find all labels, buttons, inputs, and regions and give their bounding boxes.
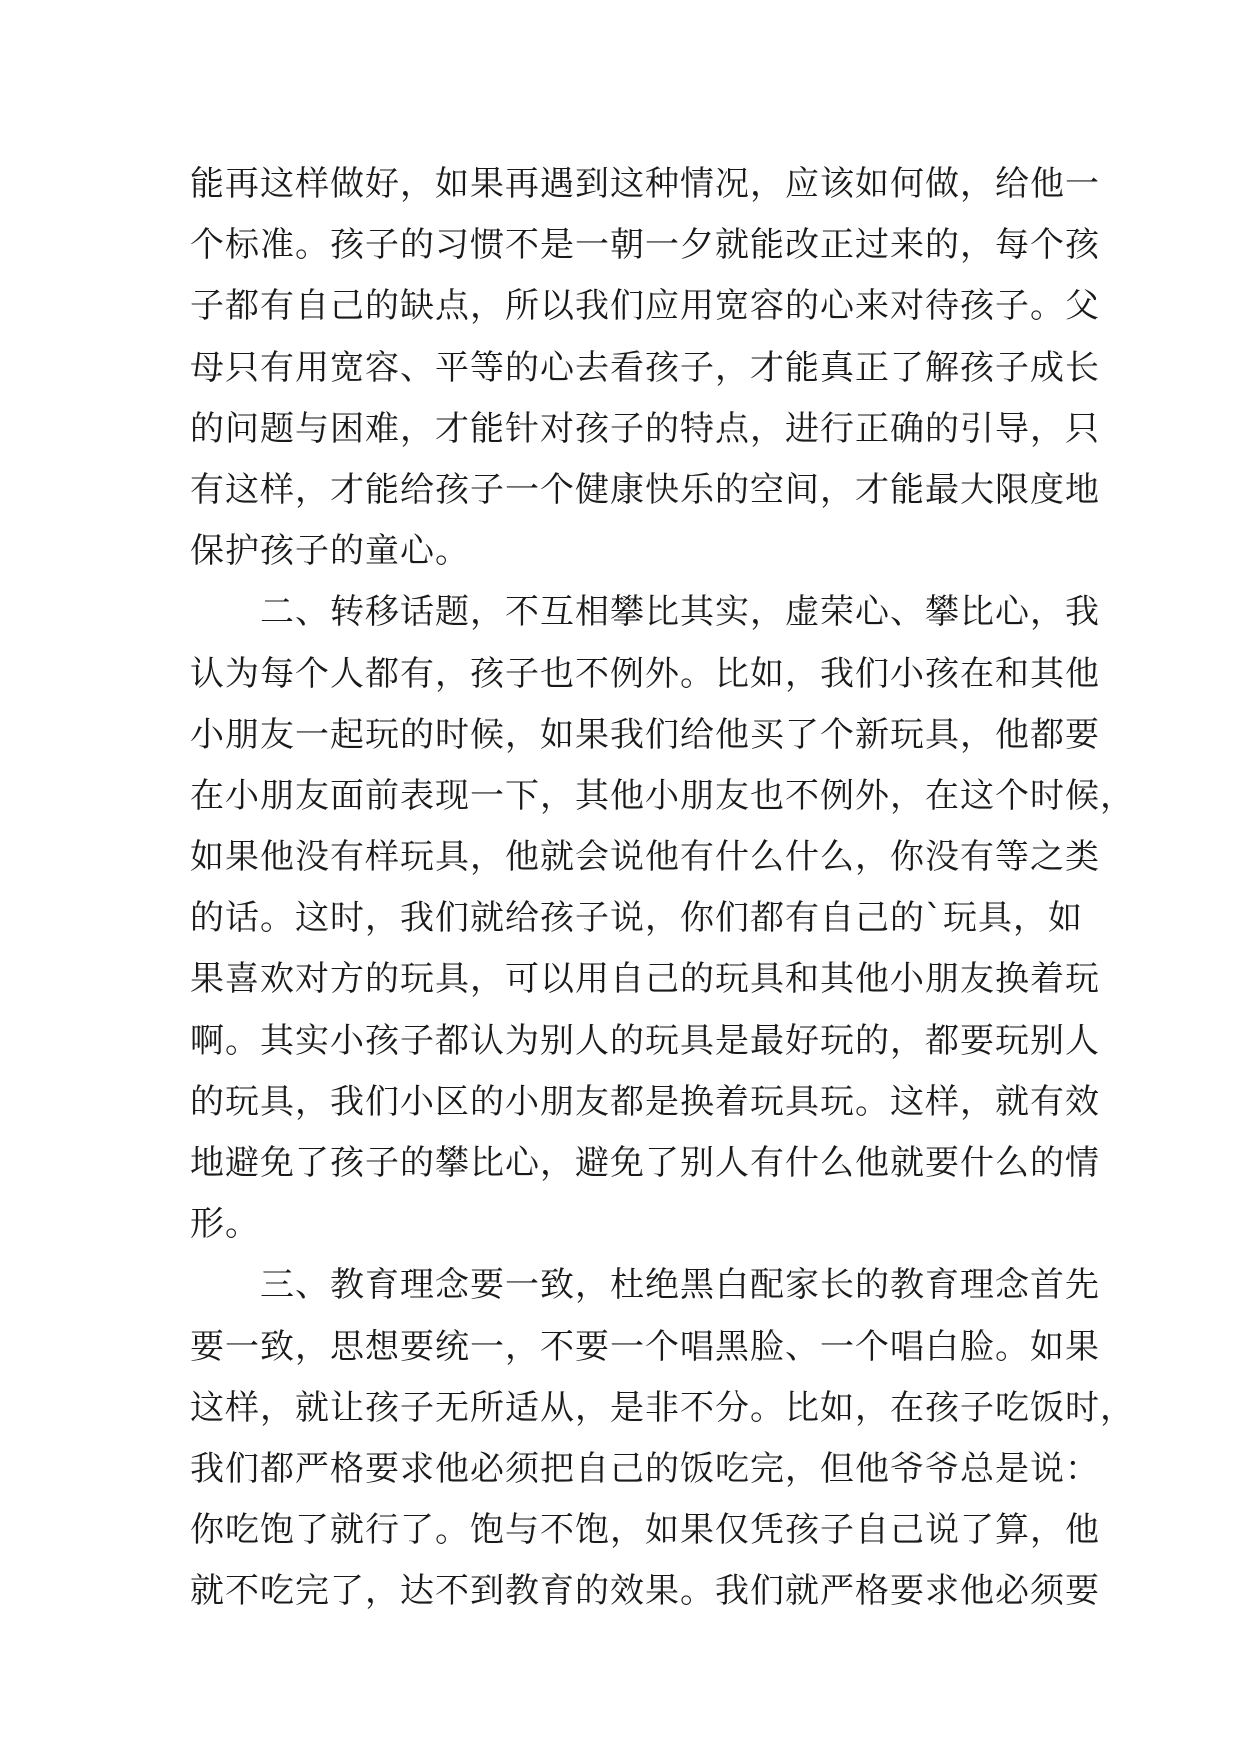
text-line: 果喜欢对方的玩具，可以用自己的玩具和其他小朋友换着玩 bbox=[190, 959, 1100, 1000]
text-line: 如果他没有样玩具，他就会说他有什么什么，你没有等之类 bbox=[190, 837, 1100, 878]
text-line: 的问题与困难，才能针对孩子的特点，进行正确的引导，只 bbox=[190, 408, 1100, 449]
text-line: 我们都严格要求他必须把自己的饭吃完，但他爷爷总是说： bbox=[190, 1448, 1100, 1489]
text-line: 就不吃完了，达不到教育的效果。我们就严格要求他必须要 bbox=[190, 1571, 1100, 1612]
text-line: 的话。这时，我们就给孩子说，你们都有自己的`玩具，如 bbox=[190, 898, 1083, 939]
text-line: 这样，就让孩子无所适从，是非不分。比如，在孩子吃饭时， bbox=[190, 1387, 1135, 1428]
text-line: 三、教育理念要一致，杜绝黑白配家长的教育理念首先 bbox=[190, 1265, 1100, 1306]
text-line: 的玩具，我们小区的小朋友都是换着玩具玩。这样，就有效 bbox=[190, 1081, 1100, 1122]
text-line: 地避免了孩子的攀比心，避免了别人有什么他就要什么的情 bbox=[190, 1143, 1100, 1183]
body-text bbox=[190, 154, 1135, 1623]
text-line: 个标准。孩子的习惯不是一朝一夕就能改正过来的，每个孩 bbox=[190, 225, 1100, 266]
text-line: 子都有自己的缺点，所以我们应用宽容的心来对待孩子。父 bbox=[190, 286, 1100, 327]
text-line: 形。 bbox=[190, 1204, 260, 1245]
text-line: 要一致，思想要统一，不要一个唱黑脸、一个唱白脸。如果 bbox=[190, 1326, 1100, 1367]
text-line: 认为每个人都有，孩子也不例外。比如，我们小孩在和其他 bbox=[190, 653, 1100, 694]
text-line: 母只有用宽容、平等的心去看孩子，才能真正了解孩子成长 bbox=[190, 347, 1100, 388]
text-line: 保护孩子的童心。 bbox=[190, 531, 470, 572]
text-line: 二、转移话题，不互相攀比其实，虚荣心、攀比心，我 bbox=[190, 592, 1100, 633]
text-line: 你吃饱了就行了。饱与不饱，如果仅凭孩子自己说了算，他 bbox=[190, 1510, 1100, 1551]
text-line: 小朋友一起玩的时候，如果我们给他买了个新玩具，他都要 bbox=[190, 714, 1100, 755]
text-line: 在小朋友面前表现一下，其他小朋友也不例外，在这个时候， bbox=[190, 775, 1135, 816]
text-line: 有这样，才能给孩子一个健康快乐的空间，才能最大限度地 bbox=[190, 469, 1100, 510]
text-line: 啊。其实小孩子都认为别人的玩具是最好玩的，都要玩别人 bbox=[190, 1020, 1100, 1061]
text-line: 能再这样做好，如果再遇到这种情况，应该如何做，给他一 bbox=[190, 164, 1100, 204]
